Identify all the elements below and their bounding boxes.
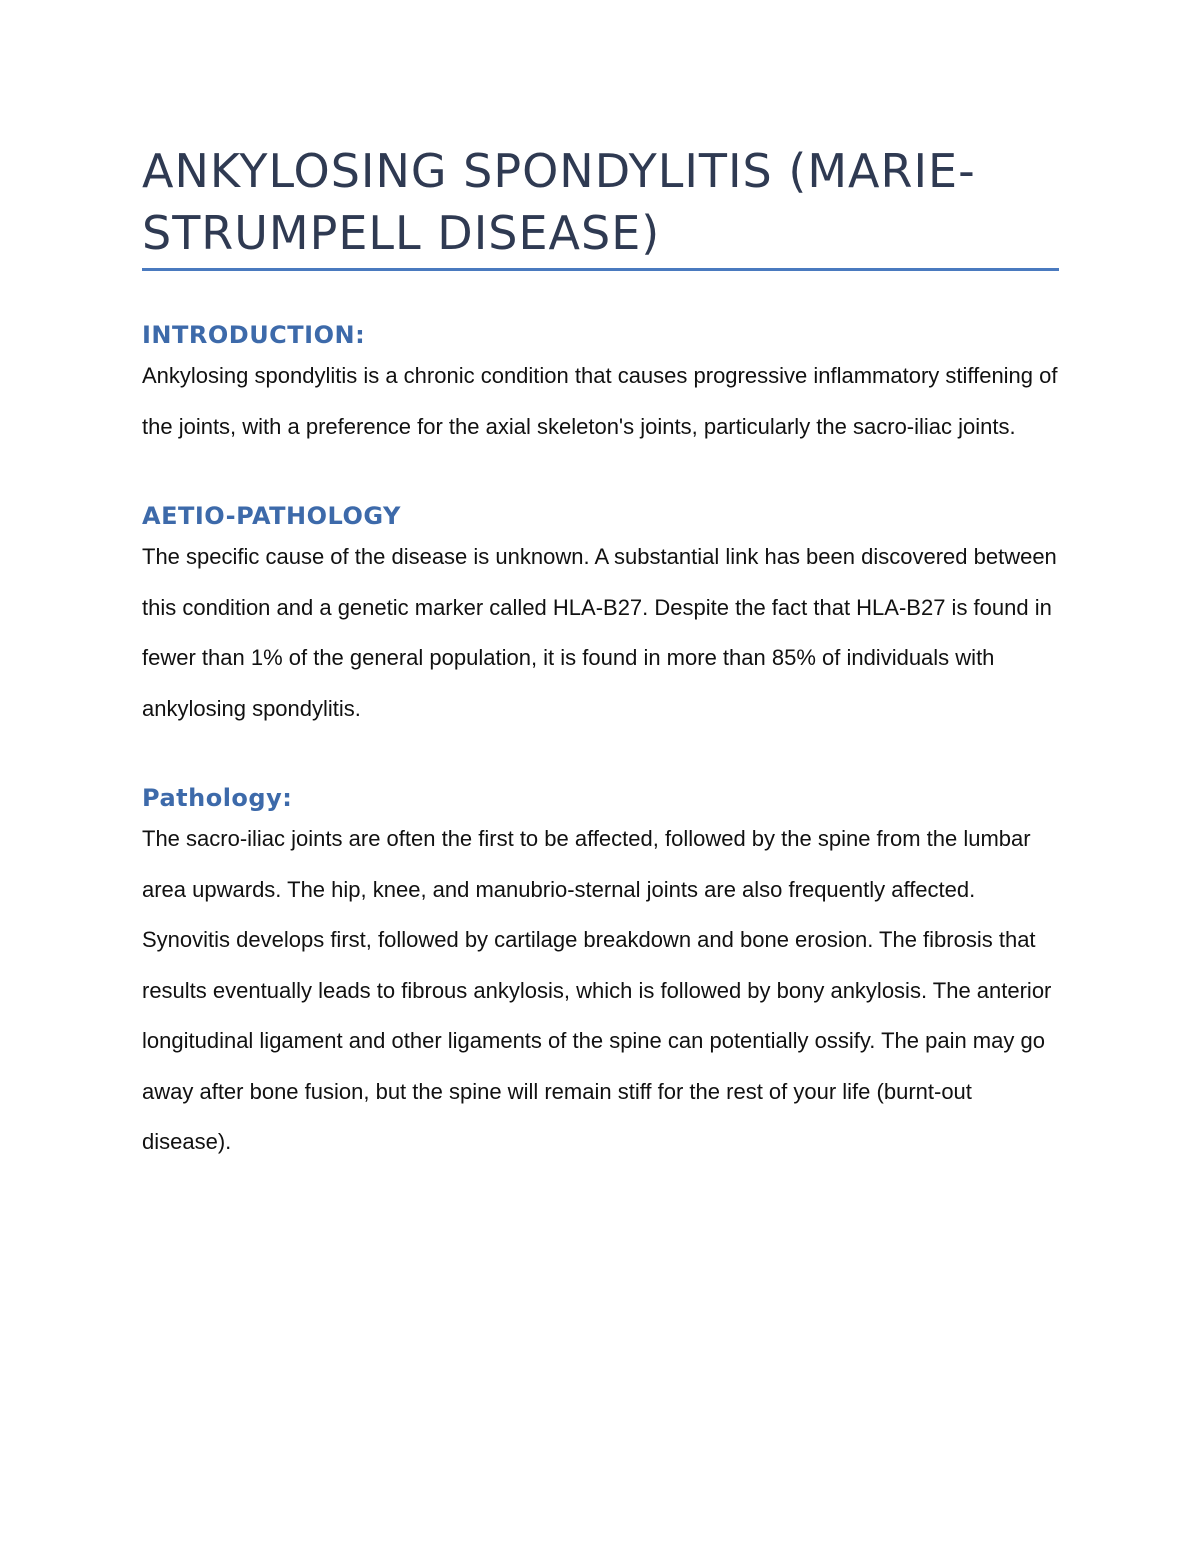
document-page bbox=[142, 140, 1059, 1168]
section-body-aetio-pathology: The specific cause of the disease is unknown. A substantial link has been discovered between this condition and a genetic marker called HLA-B27. Despite the fact that HLA-B27 is found in fewer than 1% of the general population, it is found in more than 85% of individuals with ankylosing spondylitis. bbox=[142, 544, 1057, 721]
section-body-pathology: The sacro-iliac joints are often the first to be affected, followed by the spine from the lumbar area upwards. The hip, knee, and manubrio-sternal joints are also frequently affected. Synovitis develops first, followed by cartilage breakdown and bone erosion. The fibrosis that results eventually leads to fibrous ankylosis, which is followed by bony ankylosis. The anterior longitudinal ligament and other ligaments of the spine can potentially ossify. The pain may go away after bone fusion, but the spine will remain stiff for the rest of your life (burnt-out disease). bbox=[142, 826, 1052, 1154]
section-heading-introduction: INTRODUCTION: bbox=[142, 321, 366, 349]
title-underline-divider bbox=[142, 268, 1059, 271]
section-heading-pathology: Pathology: bbox=[142, 784, 293, 812]
document-title: ANKYLOSING SPONDYLITIS (MARIE-STRUMPELL DISEASE) bbox=[142, 144, 976, 260]
section-body-introduction: Ankylosing spondylitis is a chronic condition that causes progressive inflammatory stiffening of the joints, with a preference for the axial skeleton's joints, particularly the sacro-iliac joints. bbox=[142, 363, 1058, 439]
section-heading-aetio-pathology: AETIO-PATHOLOGY bbox=[142, 502, 401, 530]
